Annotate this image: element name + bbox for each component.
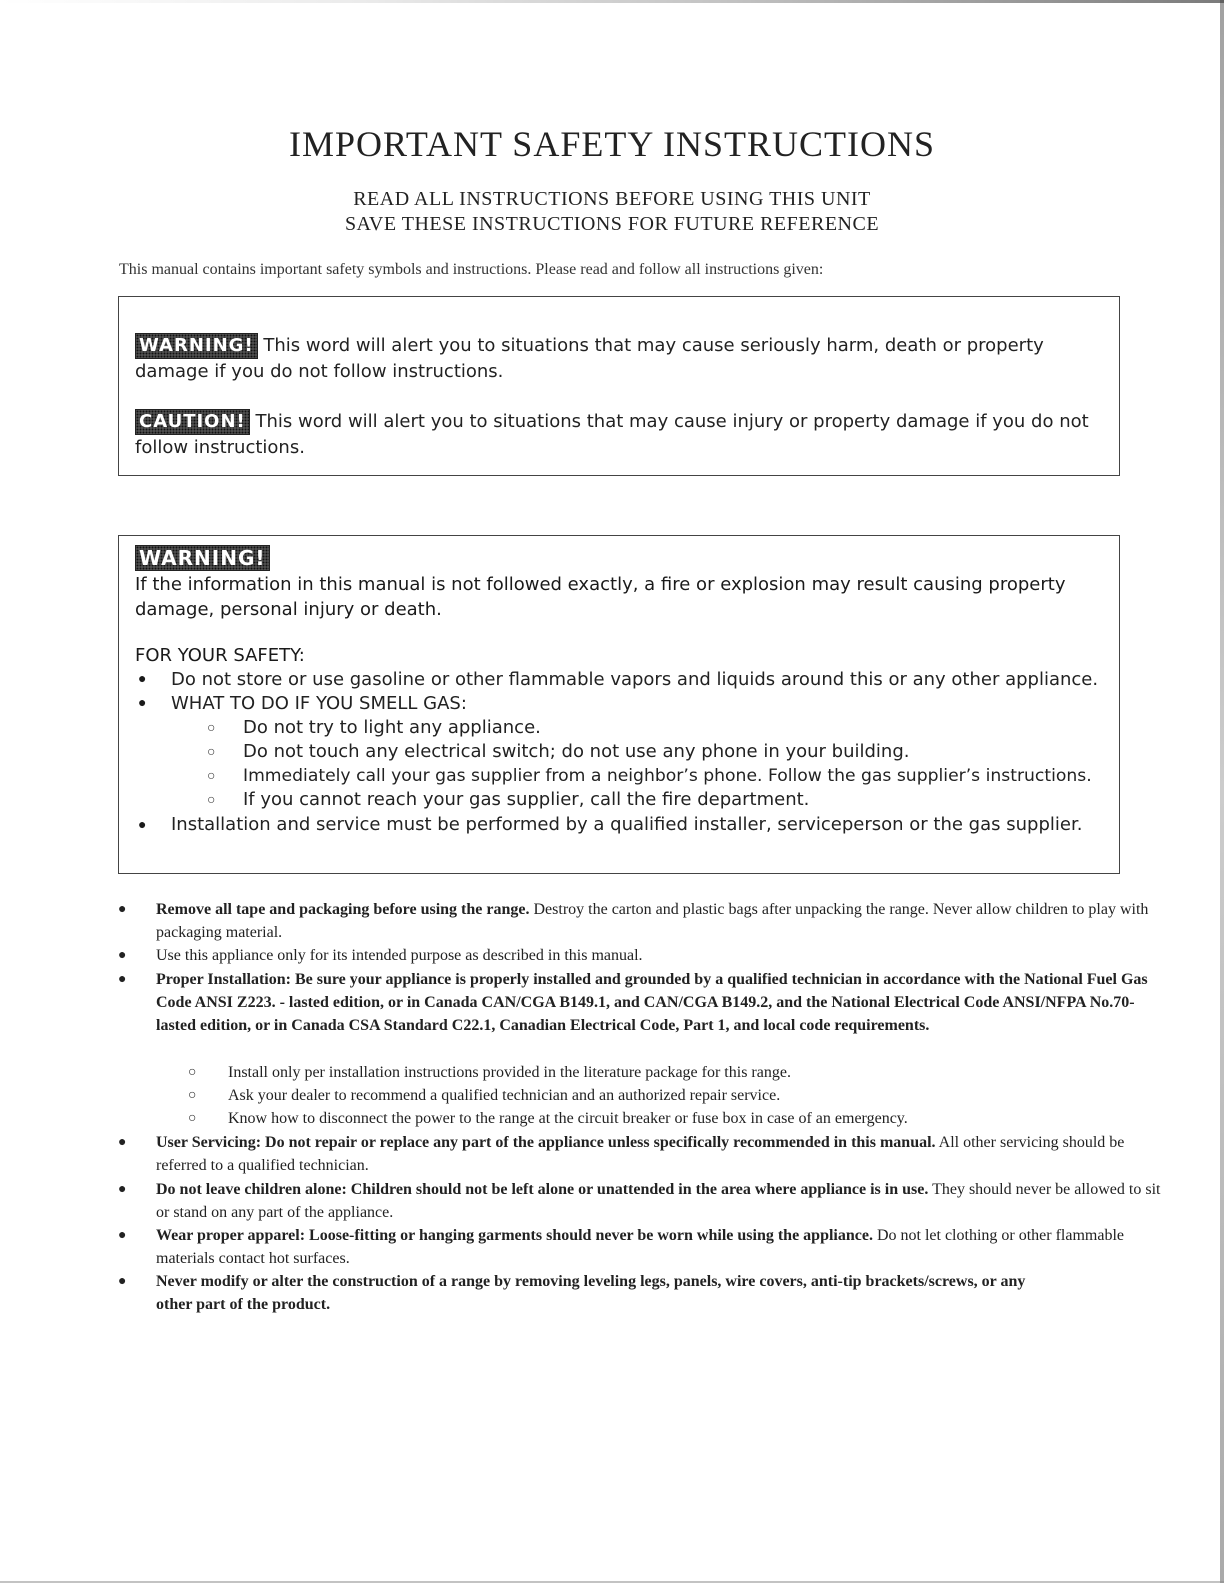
warning-badge: WARNING! [135,333,258,359]
item-remove-packaging-text: Destroy the carton and plastic bags after unpacking the range. Never allow children to play with packaging material. [156,901,1149,941]
gas-bullet-installation: Installation and service must be performed by a qualified installer, serviceperson or the gas supplier. [171,814,1083,835]
warning-definition-text: This word will alert you to situations that may cause seriously harm, death or property damage if you do not follow instructions. [135,335,1044,382]
circle-bullet-icon: ○ [207,721,216,736]
caution-definition-text: This word will alert you to situations that may cause injury or property damage if you do not follow instructions. [135,411,1089,458]
item-never-modify: Never modify or alter the construction of a range by removing leveling legs, panels, wire covers, anti-tip brackets/screws, or any other part of the product. [156,1273,1026,1313]
circle-bullet-icon: ○ [188,1065,197,1080]
bullet-icon: ● [118,1135,127,1150]
bullet-icon: ● [118,902,127,917]
item-children-text: They should never be allowed to sit or stand on any part of the appliance. [156,1181,1161,1221]
warning-definition [135,333,1095,384]
item-intended-use: Use this appliance only for its intended purpose as described in this manual. [156,947,643,964]
gas-warning-text: If the information in this manual is not followed exactly, a fire or explosion may result causing property damage, personal injury or death. [135,574,1066,620]
gas-warning-heading [135,545,270,571]
bullet-icon: ● [118,948,127,963]
item-apparel-lead: Wear proper apparel: [156,1227,306,1244]
item-proper-installation: Proper Installation: Be sure your appliance is properly installed and grounded by a qualified technician in accordance with the National Fuel Gas Code ANSI Z223. - lasted edition, or in Canada CAN/CGA B149.1, and CAN/CGA B149.2, and the National Electrical Code ANSI/NFPA No.70-lasted edition, or in Canada CSA Standard C22.1, Canadian Electrical Code, Part 1, and local code requirements. [156,971,1148,1034]
bullet-icon: ● [118,1228,127,1243]
gas-bullet-smell-gas: WHAT TO DO IF YOU SMELL GAS: [171,693,467,714]
item-children-bold: Do not leave children alone: Children should not be left alone or unattended in the area where appliance is in use. [156,1181,929,1198]
bullet-icon: ● [138,696,147,711]
bullet-icon: ● [118,1274,127,1289]
bullet-icon: ● [138,818,147,833]
gas-sub-call: Immediately call your gas supplier from a neighbor’s phone. Follow the gas supplier’s instructions. [243,766,1092,786]
page-title: IMPORTANT SAFETY INSTRUCTIONS [288,124,935,164]
for-your-safety-label: FOR YOUR SAFETY: [135,645,305,666]
bullet-icon: ● [118,972,127,987]
gas-sub-fire-dept: If you cannot reach your gas supplier, call the fire department. [243,789,810,810]
circle-bullet-icon: ○ [207,745,216,760]
subtitle-save: SAVE THESE INSTRUCTIONS FOR FUTURE REFERENCE [344,213,880,235]
item-apparel-bold: Loose-fitting or hanging garments should never be worn while using the appliance. [305,1227,873,1244]
sub-item-install-only: Install only per installation instructions provided in the literature package for this range. [228,1064,791,1081]
circle-bullet-icon: ○ [188,1088,197,1103]
caution-badge: CAUTION! [135,409,250,435]
circle-bullet-icon: ○ [207,793,216,808]
caution-definition [135,409,1095,460]
item-user-servicing-lead: User Servicing: [156,1134,262,1151]
gas-warning-badge: WARNING! [135,545,270,571]
bullet-icon: ● [138,672,147,687]
sub-item-ask-dealer: Ask your dealer to recommend a qualified technician and an authorized repair service. [228,1087,781,1104]
item-apparel-text: Do not let clothing or other flammable materials contact hot surfaces. [156,1227,1124,1267]
gas-sub-light: Do not try to light any appliance. [243,717,541,738]
gas-sub-switch: Do not touch any electrical switch; do not use any phone in your building. [243,741,910,762]
circle-bullet-icon: ○ [207,769,216,784]
subtitle-read-all: READ ALL INSTRUCTIONS BEFORE USING THIS UNIT [353,188,871,210]
item-remove-packaging-bold: Remove all tape and packaging before using the range. [156,901,530,918]
scan-edge-top [0,0,1224,3]
item-user-servicing-bold: Do not repair or replace any part of the appliance unless specifically recommended in this manual. [261,1134,936,1151]
circle-bullet-icon: ○ [188,1111,197,1126]
intro-text: This manual contains important safety symbols and instructions. Please read and follow all instructions given: [119,261,824,278]
scan-edge-right [1220,0,1224,1583]
item-user-servicing-text: All other servicing should be referred to a qualified technician. [156,1134,1125,1174]
bullet-icon: ● [118,1182,127,1197]
gas-bullet-gasoline: Do not store or use gasoline or other flammable vapors and liquids around this or any other appliance. [171,669,1099,690]
sub-item-disconnect-power: Know how to disconnect the power to the range at the circuit breaker or fuse box in case of an emergency. [228,1110,908,1127]
